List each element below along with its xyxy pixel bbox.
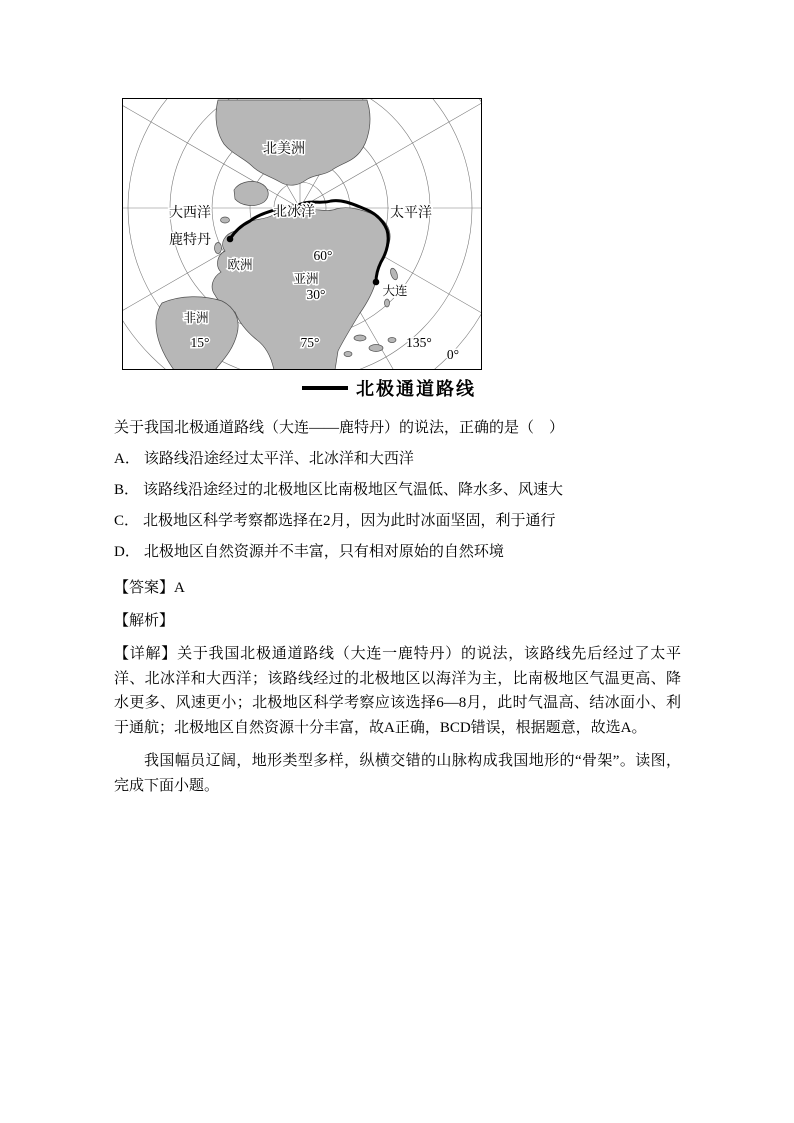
arctic-route-map	[122, 98, 482, 370]
option-b-text: 该路线沿途经过的北极地区比南极地区气温低、降水多、风速大	[143, 482, 564, 498]
label-africa: 非洲	[183, 311, 209, 325]
option-d	[114, 541, 681, 563]
map-legend-label: 北极通道路线	[356, 379, 476, 399]
option-d-label: D．	[114, 544, 140, 560]
option-a-text: 该路线沿途经过太平洋、北冰洋和大西洋	[143, 451, 414, 467]
answer-line	[114, 577, 681, 599]
option-a-label: A．	[114, 451, 140, 467]
arctic-route-map-figure	[122, 98, 681, 401]
label-equator-0: 0°	[446, 347, 460, 362]
island-shape	[388, 338, 396, 343]
island-shape	[354, 335, 366, 341]
answer-label: 【答案】	[114, 580, 175, 596]
britain-shape	[215, 243, 222, 254]
label-north-america: 北美洲	[263, 142, 305, 157]
label-lon-135: 135°	[406, 335, 432, 350]
explanation-label: 【详解】	[114, 646, 178, 662]
label-arctic-ocean: 北冰洋	[273, 205, 315, 220]
label-lat-30: 30°	[306, 287, 326, 302]
option-b-label: B．	[114, 482, 140, 498]
label-atlantic: 大西洋	[169, 206, 211, 221]
label-lat-60: 60°	[313, 248, 333, 263]
iceland-shape	[221, 217, 230, 223]
island-shape	[344, 352, 352, 357]
route-line-sample	[302, 386, 348, 390]
label-europe: 欧洲	[227, 258, 253, 272]
map-legend	[302, 375, 681, 401]
label-lon-15: 15°	[190, 335, 210, 350]
japan-island-shape	[389, 267, 399, 280]
greenland-shape	[234, 181, 268, 205]
answer-value: A	[174, 580, 185, 596]
label-asia: 亚洲	[293, 272, 319, 286]
explanation-text: 关于我国北极通道路线（大连一鹿特丹）的说法，该路线先后经过了太平洋、北冰洋和大西洋；该路线经过的北极地区以海洋为主，比南极地区气温更高、降水更多、风速更小；北极地区科学考察应该选择6—8月，此时气温高、结冰面小、利于通航；北极地区自然资源十分丰富，故A正确，BCD错误，根据题意，故选A。	[114, 646, 681, 736]
option-c-label: C．	[114, 513, 140, 529]
label-pacific: 太平洋	[390, 206, 432, 221]
document-content	[114, 98, 681, 799]
dalian-dot	[373, 279, 380, 286]
option-d-text: 北极地区自然资源并不丰富，只有相对原始的自然环境	[143, 544, 504, 560]
island-shape	[385, 299, 390, 307]
explanation-paragraph	[114, 642, 681, 740]
option-b	[114, 479, 681, 501]
analysis-label: 【解析】	[114, 613, 175, 629]
option-a	[114, 448, 681, 470]
island-shape	[369, 345, 383, 352]
option-c-text: 北极地区科学考察都选择在2月，因为此时冰面坚固，利于通行	[143, 513, 556, 529]
next-question-intro: 我国幅员辽阔，地形类型多样，纵横交错的山脉构成我国地形的“骨架”。读图，完成下面小题。	[114, 753, 681, 794]
rotterdam-dot	[227, 236, 234, 243]
analysis-heading	[114, 610, 681, 632]
label-lon-75: 75°	[300, 335, 320, 350]
option-c	[114, 510, 681, 532]
label-dalian: 大连	[382, 284, 408, 298]
label-rotterdam: 鹿特丹	[169, 233, 211, 248]
question-stem: 关于我国北极通道路线（大连——鹿特丹）的说法，正确的是（ ）	[114, 420, 565, 436]
africa-shape	[156, 297, 238, 370]
